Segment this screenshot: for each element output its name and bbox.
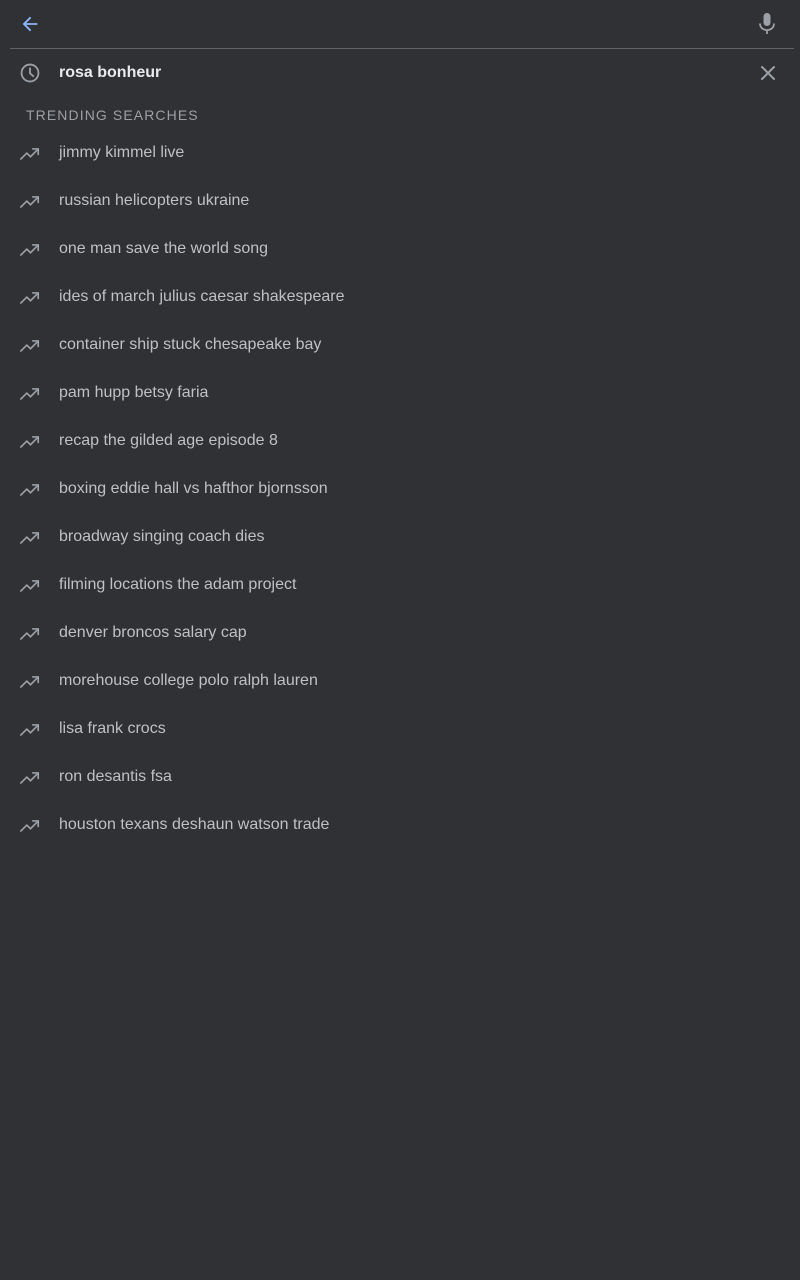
trending-item[interactable]	[0, 131, 800, 179]
trending-item-label: denver broncos salary cap	[59, 624, 247, 641]
history-clock-icon	[19, 62, 41, 84]
trending-up-icon	[19, 527, 41, 549]
microphone-icon	[757, 12, 777, 36]
trending-item[interactable]	[0, 227, 800, 275]
search-bar	[10, 0, 794, 49]
trending-item[interactable]	[0, 707, 800, 755]
trending-item[interactable]	[0, 179, 800, 227]
trending-up-icon	[19, 287, 41, 309]
trending-up-icon	[19, 767, 41, 789]
trending-item-label: houston texans deshaun watson trade	[59, 816, 330, 833]
trending-up-icon	[19, 623, 41, 645]
trending-item[interactable]	[0, 755, 800, 803]
trending-item[interactable]	[0, 515, 800, 563]
remove-history-button[interactable]	[758, 63, 778, 83]
trending-item-label: ron desantis fsa	[59, 768, 172, 785]
trending-up-icon	[19, 239, 41, 261]
back-button[interactable]	[16, 10, 44, 38]
trending-item[interactable]	[0, 467, 800, 515]
trending-item[interactable]	[0, 803, 800, 851]
trending-up-icon	[19, 815, 41, 837]
trending-item-label: lisa frank crocs	[59, 720, 166, 737]
search-input[interactable]	[56, 8, 744, 42]
history-item[interactable]	[0, 49, 800, 97]
arrow-back-icon	[19, 13, 41, 35]
trending-item-label: one man save the world song	[59, 240, 269, 257]
trending-item[interactable]	[0, 371, 800, 419]
history-item-label: rosa bonheur	[59, 64, 162, 81]
trending-item-label: jimmy kimmel live	[59, 144, 185, 161]
trending-item-label: pam hupp betsy faria	[59, 384, 209, 401]
trending-item-label: boxing eddie hall vs hafthor bjornsson	[59, 480, 328, 497]
close-icon	[760, 65, 776, 81]
trending-heading: TRENDING SEARCHES	[26, 107, 199, 123]
trending-item-label: recap the gilded age episode 8	[59, 432, 278, 449]
trending-up-icon	[19, 719, 41, 741]
trending-item[interactable]	[0, 611, 800, 659]
trending-item-label: morehouse college polo ralph lauren	[59, 672, 318, 689]
trending-item[interactable]	[0, 563, 800, 611]
trending-list	[0, 131, 800, 851]
trending-up-icon	[19, 191, 41, 213]
trending-item[interactable]	[0, 275, 800, 323]
trending-up-icon	[19, 671, 41, 693]
trending-up-icon	[19, 479, 41, 501]
trending-up-icon	[19, 431, 41, 453]
trending-up-icon	[19, 575, 41, 597]
trending-item-label: russian helicopters ukraine	[59, 192, 250, 209]
trending-up-icon	[19, 383, 41, 405]
trending-up-icon	[19, 143, 41, 165]
voice-search-button[interactable]	[754, 10, 780, 38]
trending-item[interactable]	[0, 659, 800, 707]
trending-item[interactable]	[0, 419, 800, 467]
trending-up-icon	[19, 335, 41, 357]
trending-item-label: filming locations the adam project	[59, 576, 297, 593]
trending-item-label: ides of march julius caesar shakespeare	[59, 288, 345, 305]
trending-item-label: broadway singing coach dies	[59, 528, 265, 545]
trending-item[interactable]	[0, 323, 800, 371]
trending-item-label: container ship stuck chesapeake bay	[59, 336, 322, 353]
